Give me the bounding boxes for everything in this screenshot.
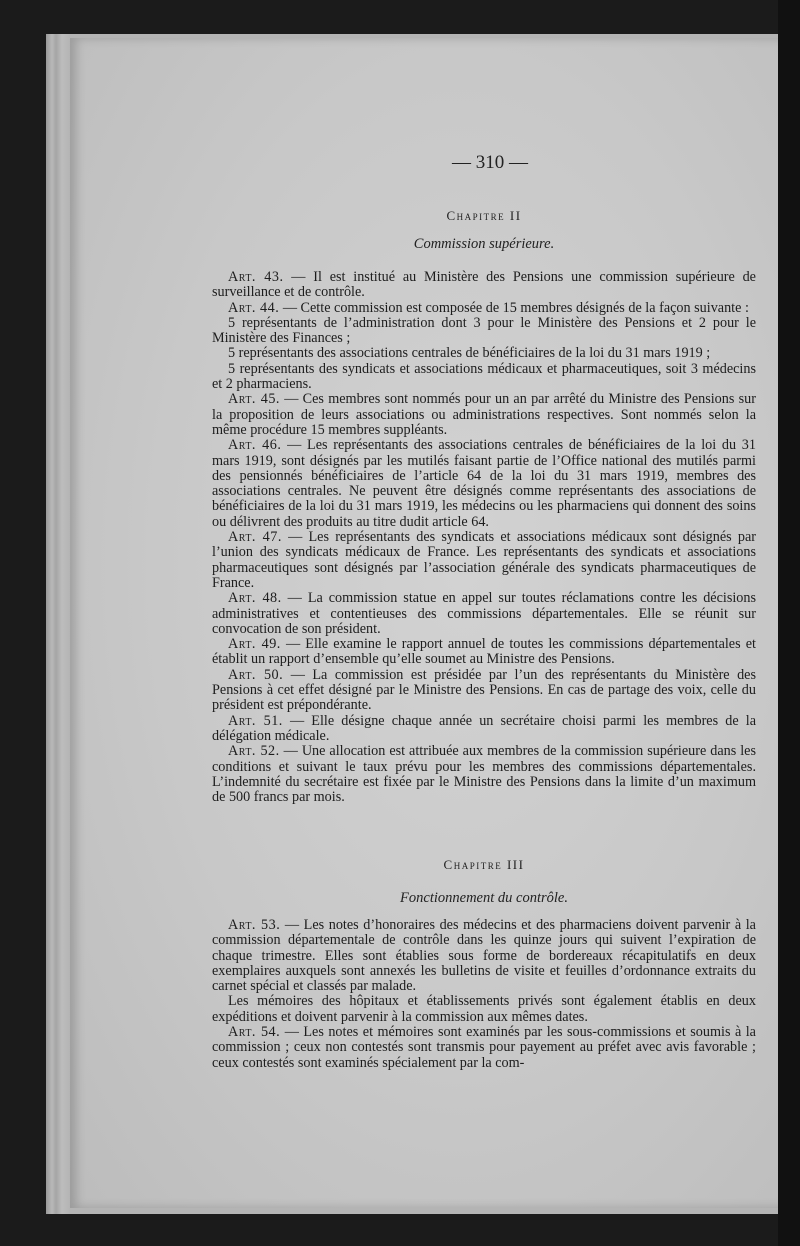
article-paragraph (212, 392, 756, 438)
article-paragraph (212, 918, 756, 994)
article-text: — Elle désigne chaque année un secrétaire choisi parmi les membres de la délégation médicale. (212, 712, 756, 744)
article-text: — Cette commission est composée de 15 membres désignés de la façon suivante : (279, 299, 749, 316)
article-text: — Ces membres sont nommés pour un an par arrêté du Ministre des Pensions sur la proposition de leurs associations ou administrations respectives. Sont nommés selon la même procédure 15 membres suppléants. (212, 391, 756, 438)
article-text: 5 représentants des associations centrales de bénéficiaires de la loi du 31 mars 1919 ; (228, 345, 711, 362)
section-commission-superieure (212, 270, 756, 805)
chapter-3-title: Chapitre III (443, 857, 525, 872)
right-margin (778, 0, 800, 1246)
article-paragraph (212, 438, 756, 530)
article-number: Art. 50. (228, 666, 284, 683)
article-paragraph (212, 316, 756, 347)
article-text: — Les notes et mémoires sont examinés par les sous-commissions et soumis à la commission ; ceux non contestés sont transmis pour payement au préfet avec avis favorable ; ceux contestés sont examinés spécialement par la com- (212, 1024, 756, 1071)
article-paragraph (212, 744, 756, 805)
article-number: Art. 51. (228, 712, 283, 729)
article-text: — Les notes d’honoraires des médecins et des pharmaciens doivent parvenir à la commission départementale de contrôle dans les quinze jours qui suivent l’expiration de chaque trimestre. Elles sont établies sous forme de bordereaux récapitulatifs en deux exemplaires auxquels sont annexés les bulletins de visite et feuilles d’ordonnance extraits du carnet spécial et classés par malade. (212, 917, 756, 995)
article-number: Art. 52. (228, 743, 280, 760)
article-text: — Les représentants des syndicats et associations médicaux sont désignés par l’union des syndicats médicaux de France. Les représentants des syndicats et associations pharmaceutiques sont désignés par l’association générale des syndicats pharmaceutiques de France. (212, 529, 756, 591)
article-paragraph (212, 362, 756, 393)
article-text: 5 représentants de l’administration dont 3 pour le Ministère des Pensions et 2 pour le Ministère des Finances ; (212, 314, 756, 347)
section-fonctionnement (212, 918, 756, 1071)
article-number: Art. 46. (228, 437, 282, 454)
chapter-3-subtitle: Fonctionnement du contrôle. (400, 890, 568, 906)
article-text: — Les représentants des associations centrales de bénéficiaires de la loi du 31 mars 1919, sont désignés par les mutilés faisant partie de l’Office national des mutilés parmi des pensionnés bénéficiaires de l’article 64 de la loi du 31 mars 1919, membres des associations centrales. Ne peuvent être désignés comme représentants des associations de bénéficiaires de la loi du 31 mars 1919, les médecins ou les pharmaciens qui donnent des soins ou délivrent des produits au titre dudit article 64. (212, 437, 756, 530)
article-number: Art. 53. (228, 917, 281, 933)
article-paragraph (212, 668, 756, 714)
article-paragraph (212, 714, 756, 745)
article-number: Art. 48. (228, 590, 282, 607)
article-number: Art. 49. (228, 636, 281, 653)
article-paragraph (212, 270, 756, 301)
article-text: — La commission est présidée par l’un des représentants du Ministère des Pensions à cet effet désigné par le Ministre des Pensions. En cas de partage des voix, celle du président est prépondérante. (212, 666, 756, 714)
article-text: 5 représentants des syndicats et associations médicaux et pharmaceutiques, soit 3 médecins et 2 pharmaciens. (212, 360, 756, 393)
article-paragraph (212, 591, 756, 637)
article-text: — La commission statue en appel sur toutes réclamations contre les décisions administratives et contentieuses des commissions départementales. Elle se réunit sur convocation de son président. (212, 590, 756, 637)
chapter-2-title: Chapitre II (446, 208, 522, 223)
article-number: Art. 47. (228, 529, 282, 546)
article-text: — Une allocation est attribuée aux membres de la commission supérieure dans les conditions et suivant le taux prévu pour les membres des commissions départementales. L’indemnité du secrétaire est fixée par le Ministre des Pensions dans la limite d’un maximum de 500 francs par mois. (212, 743, 756, 806)
article-text: — Elle examine le rapport annuel de toutes les commissions départementales et établit un rapport d’ensemble qu’elle soumet au Ministre des Pensions. (212, 636, 756, 668)
article-number: Art. 43. (228, 269, 284, 285)
article-paragraph (212, 1025, 756, 1071)
article-paragraph (212, 637, 756, 668)
article-paragraph (212, 346, 756, 361)
article-paragraph (212, 994, 756, 1025)
article-text: — Il est institué au Ministère des Pensions une commission supérieure de surveillance et de contrôle. (212, 269, 756, 301)
article-paragraph (212, 301, 756, 316)
article-paragraph (212, 530, 756, 591)
chapter-2-subtitle: Commission supérieure. (413, 236, 555, 252)
article-text: Les mémoires des hôpitaux et établissements privés sont également établis en deux expéditions et doivent parvenir à la commission aux mêmes dates. (212, 993, 756, 1025)
article-number: Art. 54. (228, 1024, 281, 1041)
article-number: Art. 45. (228, 391, 280, 408)
article-number: Art. 44. (228, 299, 280, 316)
page-number: — 310 — (452, 152, 528, 173)
